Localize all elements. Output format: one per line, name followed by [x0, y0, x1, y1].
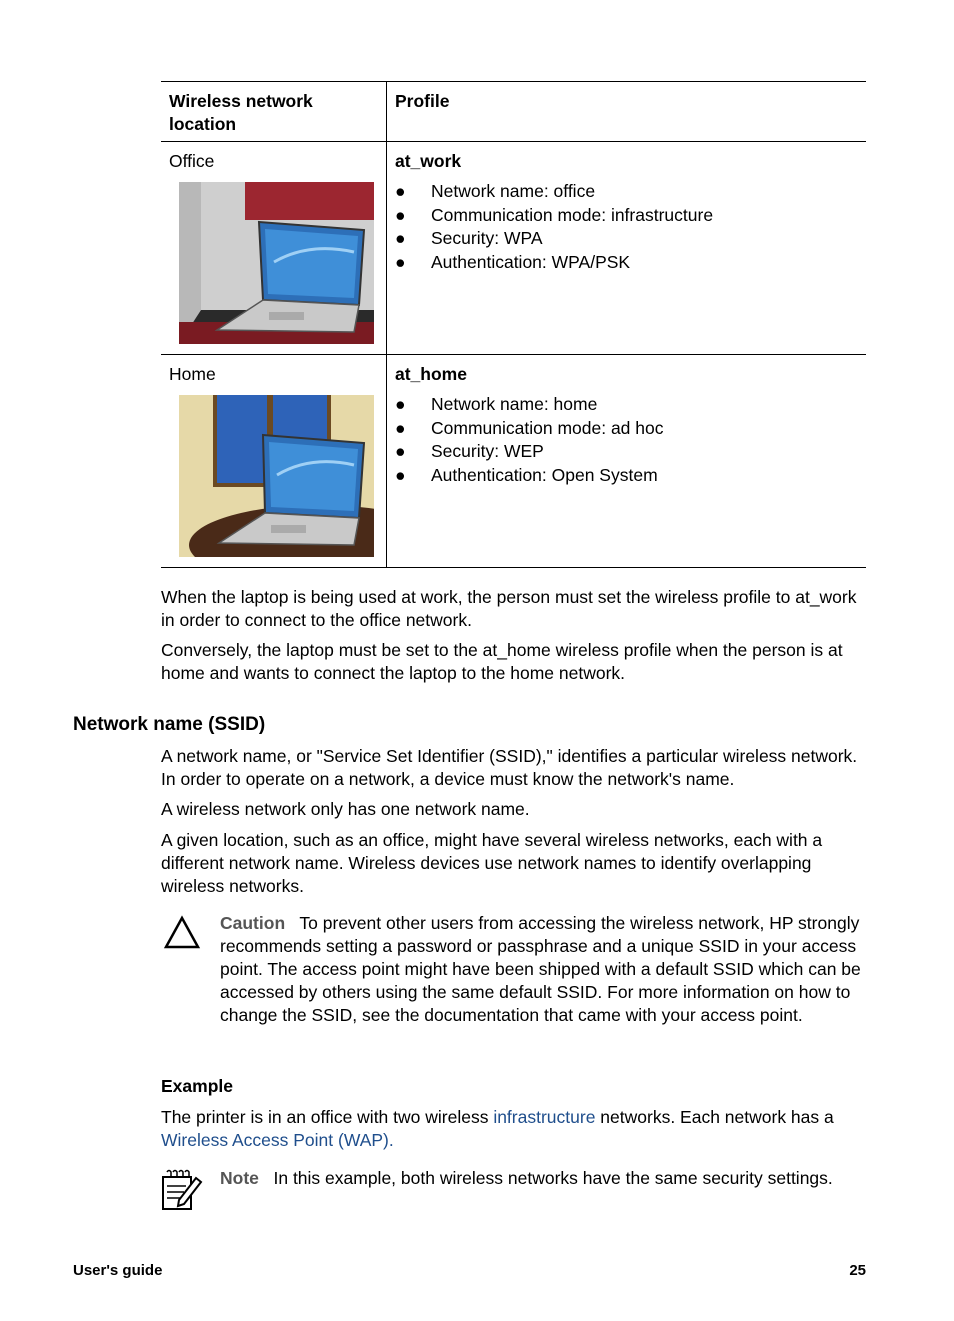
paragraph-several-networks: A given location, such as an office, might have several wireless networks, each with a different network name. Wireless devices use network names to identify overlapping wireless networks. — [161, 830, 823, 896]
bullet: ● — [395, 181, 406, 201]
paragraph-example: The printer is in an office with two wireless infrastructure networks. Each network has a Wireless Access Point (WAP). — [161, 1107, 834, 1150]
bullet: ● — [395, 228, 406, 248]
at-home-settings-list — [395, 393, 663, 487]
paragraph-one-name: A wireless network only has one network name. — [161, 799, 530, 819]
table-bottom-rule — [161, 567, 866, 568]
header-location: Wireless network location — [169, 91, 313, 134]
caution-triangle-icon — [163, 915, 201, 950]
profile-at-home: at_home — [395, 364, 467, 384]
location-home: Home — [169, 364, 216, 384]
list-item: ● Authentication: WPA/PSK — [395, 251, 631, 272]
list-item: ● Security: WEP — [395, 441, 544, 461]
paragraph-ssid-definition: A network name, or "Service Set Identifier (SSID)," identifies a particular wireless network. In order to operate on a network, a device must know the network's name. — [161, 746, 858, 789]
note-text: In this example, both wireless networks have the same security settings. — [273, 1168, 833, 1188]
wap-link[interactable]: Wireless Access Point (WAP). — [161, 1130, 394, 1150]
example-heading: Example — [161, 1076, 233, 1096]
list-item: ● Security: WPA — [395, 228, 543, 248]
note-block — [220, 1167, 870, 1190]
list-item: ● Network name: office — [395, 181, 596, 201]
at-work-settings-list — [395, 180, 713, 274]
caution-label: Caution — [220, 913, 286, 933]
footer-guide-title: User's guide — [73, 1262, 163, 1279]
bullet: ● — [395, 251, 406, 272]
page-number: 25 — [849, 1262, 866, 1279]
office-laptop-image — [179, 182, 374, 344]
home-laptop-image — [179, 395, 374, 557]
section-heading-ssid: Network name (SSID) — [73, 714, 266, 735]
bullet: ● — [395, 441, 406, 461]
bullet: ● — [395, 464, 406, 485]
header-rule — [161, 141, 866, 142]
paragraph-at-work: When the laptop is being used at work, the person must set the wireless profile to at_work in order to connect to the office network. — [161, 587, 857, 630]
list-item: ● Communication mode: infrastructure — [395, 204, 714, 225]
bullet: ● — [395, 204, 406, 225]
bullet: ● — [395, 417, 406, 438]
header-profile: Profile — [395, 91, 450, 111]
note-label: Note — [220, 1168, 259, 1188]
infrastructure-link[interactable]: infrastructure — [493, 1107, 596, 1127]
list-item: ● Authentication: Open System — [395, 464, 658, 485]
caution-block — [220, 912, 870, 1027]
caution-text: To prevent other users from accessing the wireless network, HP strongly recommends setting a password or passphrase and a unique SSID in your access point. The access point might have been shipped with a default SSID which can be accessed by others using the same default SSID. For more information on how to change the SSID, see the documentation that came with your access point. — [220, 913, 861, 1025]
paragraph-at-home: Conversely, the laptop must be set to the at_home wireless profile when the person is at home and wants to connect the laptop to the home network. — [161, 640, 843, 683]
row-rule — [161, 354, 866, 355]
table-top-rule — [161, 81, 866, 82]
profile-at-work: at_work — [395, 151, 462, 171]
location-office: Office — [169, 151, 215, 171]
list-item: ● Communication mode: ad hoc — [395, 417, 664, 438]
table-column-divider — [386, 81, 387, 568]
bullet: ● — [395, 394, 406, 414]
note-pad-icon — [160, 1168, 204, 1212]
list-item: ● Network name: home — [395, 394, 598, 414]
